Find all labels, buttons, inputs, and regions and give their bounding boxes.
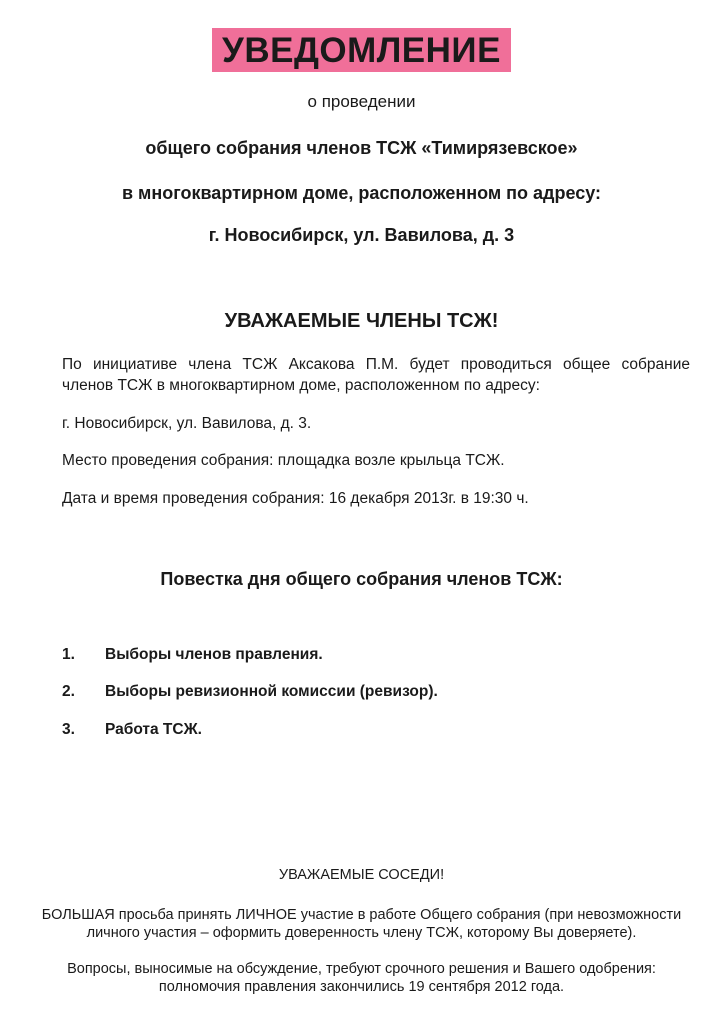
header-line-1: о проведении [307, 92, 416, 111]
agenda-item [62, 683, 438, 701]
members-greeting: УВАЖАЕМЫЕ ЧЛЕНЫ ТСЖ! [224, 310, 499, 332]
header-line-3: в многоквартирном доме, расположенном по адресу: [121, 183, 602, 203]
body-para-1-line-1: По инициативе члена ТСЖ Аксакова П.М. будет проводиться общее собрание [62, 356, 690, 373]
footer-para-1-line-2: личного участия – оформить доверенность члену ТСЖ, которому Вы доверяете). [86, 925, 637, 941]
agenda-item-number: 1. [62, 646, 75, 663]
body-datetime: Дата и время проведения собрания: 16 декабря 2013г. в 19:30 ч. [62, 490, 529, 507]
agenda-item-number: 2. [62, 683, 75, 700]
header-line-2: общего собрания членов ТСЖ «Тимирязевское» [145, 138, 578, 158]
agenda-item-text: Выборы членов правления. [105, 646, 323, 663]
header-address: г. Новосибирск, ул. Вавилова, д. 3 [208, 225, 515, 245]
agenda-item [62, 646, 323, 664]
footer-para-2-line-2: полномочия правления закончились 19 сентября 2012 года. [158, 979, 565, 995]
agenda-item-text: Работа ТСЖ. [105, 721, 202, 738]
neighbors-greeting: УВАЖАЕМЫЕ СОСЕДИ! [278, 867, 445, 883]
agenda-item-text: Выборы ревизионной комиссии (ревизор). [105, 683, 438, 700]
agenda-item-number: 3. [62, 721, 75, 738]
body-para-1-line-2: членов ТСЖ в многоквартирном доме, расположенном по адресу: [62, 377, 540, 394]
title-block [0, 28, 723, 72]
body-address: г. Новосибирск, ул. Вавилова, д. 3. [62, 415, 312, 432]
footer-para-2-line-1: Вопросы, выносимые на обсуждение, требуют срочного решения и Вашего одобрения: [67, 961, 656, 977]
agenda-item [62, 721, 202, 739]
footer-para-1-line-1: БОЛЬШАЯ просьба принять ЛИЧНОЕ участие в работе Общего собрания (при невозможности [41, 907, 682, 923]
agenda-title: Повестка дня общего собрания членов ТСЖ: [160, 569, 563, 589]
document-title: УВЕДОМЛЕНИЕ [212, 28, 511, 72]
body-place: Место проведения собрания: площадка возле крыльца ТСЖ. [62, 452, 505, 469]
